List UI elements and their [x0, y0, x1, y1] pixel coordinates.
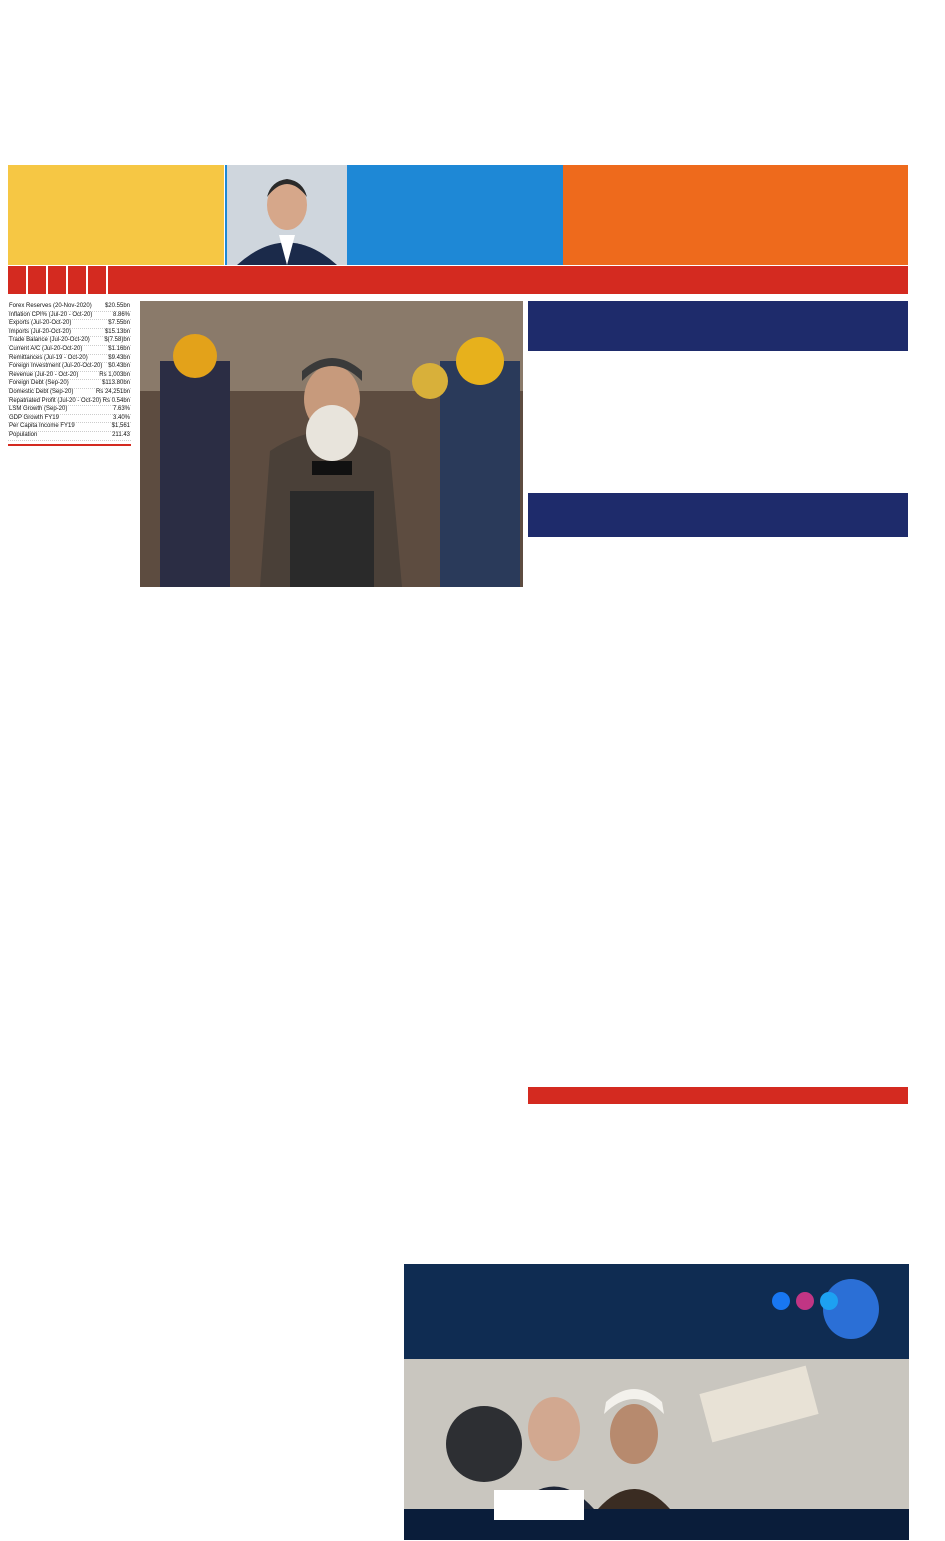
oic-box — [225, 165, 563, 265]
row-label: Population — [9, 431, 38, 438]
subscribe-box[interactable] — [8, 444, 131, 446]
top-news-heading — [8, 165, 224, 168]
row-value: $1.16bn — [108, 345, 130, 352]
table-row — [8, 398, 131, 407]
row-label: Foreign Investment (Jul-20-Oct-20) — [9, 363, 103, 370]
lead-body — [528, 540, 908, 740]
hijri-date — [28, 266, 48, 294]
volume-issue — [48, 266, 68, 294]
coas-body — [528, 874, 908, 994]
inside-heading — [563, 165, 908, 170]
table-row — [8, 372, 131, 381]
row-value: $0.43bn — [108, 363, 130, 370]
fia-body — [142, 1172, 397, 1290]
row-value: $20.55bn — [104, 303, 130, 309]
row-label: Inflation CPI% (Jul-20 - Oct-20) — [9, 311, 93, 318]
row-value: 211.43 — [112, 431, 130, 438]
main-photo — [140, 301, 523, 587]
row-label: GDP Growth FY19 — [9, 414, 59, 421]
table-row — [8, 363, 131, 372]
table-row — [8, 355, 131, 364]
market-subdeck — [528, 1087, 908, 1104]
row-value: $15.13bn — [104, 328, 130, 335]
row-value: 8.86% — [112, 311, 130, 318]
row-value: 7.63% — [112, 406, 130, 413]
row-label: LSM Growth (Sep-20) — [9, 406, 68, 413]
table-row — [8, 389, 131, 398]
row-label: Revenue (Jul-20 - Oct-20) — [9, 371, 79, 378]
market-sidebar — [8, 301, 131, 1537]
row-value: $1,561 — [111, 423, 130, 430]
inside-pages — [563, 165, 908, 265]
lead-subdeck — [528, 493, 908, 537]
lead-deck — [528, 301, 908, 351]
table-row — [8, 415, 131, 424]
row-label: Current A/C (Jul-20-Oct-20) — [9, 345, 83, 352]
ad-artwork — [404, 1264, 909, 1540]
row-label: Domestic Debt (Sep-20) — [9, 388, 74, 395]
tfd-news-ad[interactable] — [404, 1264, 909, 1540]
row-value: $7.55bn — [108, 320, 130, 327]
table-row — [8, 423, 131, 432]
table-row — [8, 406, 131, 415]
row-value: $113.80bn — [102, 380, 130, 387]
row-label: Exports (Jul-20-Oct-20) — [9, 320, 72, 327]
row-label: Forex Reserves (20-Nov-2020) — [9, 303, 92, 309]
edition — [108, 266, 126, 294]
hsd-body — [142, 782, 397, 862]
price — [88, 266, 108, 294]
page-count — [68, 266, 88, 294]
dateline-bar — [8, 266, 908, 294]
table-row — [8, 346, 131, 355]
table-row — [8, 380, 131, 389]
row-label: Repatriated Profit (Jul-20 - Oct-20) — [9, 397, 102, 404]
row-label: Remittances (Jul-19 - Oct-20) — [9, 354, 88, 361]
row-value: Rs 0.54bn — [102, 397, 130, 404]
top-news-box — [8, 165, 224, 265]
row-label: Trade Balance (Jul-20-Oct-20) — [9, 337, 90, 344]
minister-photo — [227, 165, 347, 265]
row-value: 3.40% — [112, 414, 130, 421]
table-row — [8, 337, 131, 346]
row-label: Imports (Jul-20-Oct-20) — [9, 328, 72, 335]
lockdown-body — [142, 964, 397, 1066]
row-value: Rs 1,003bn — [99, 371, 130, 378]
row-value: $(7.58)bn — [104, 337, 130, 344]
gbla-body — [142, 1418, 397, 1528]
market-body — [528, 1106, 908, 1254]
dollar-body — [405, 898, 521, 1016]
table-row — [8, 303, 131, 312]
row-value: Rs 24,251bn — [95, 388, 130, 395]
table-row — [8, 312, 131, 321]
row-label: Per Capita Income FY19 — [9, 423, 75, 430]
table-row — [8, 320, 131, 329]
row-label: Foreign Debt (Sep-20) — [9, 380, 69, 387]
econ-table — [8, 303, 131, 441]
row-value: $9.43bn — [108, 354, 130, 361]
issue-date — [8, 266, 28, 294]
minorities-body — [405, 756, 521, 816]
table-row — [8, 329, 131, 338]
table-row — [8, 432, 131, 441]
gold-body — [405, 1113, 521, 1241]
